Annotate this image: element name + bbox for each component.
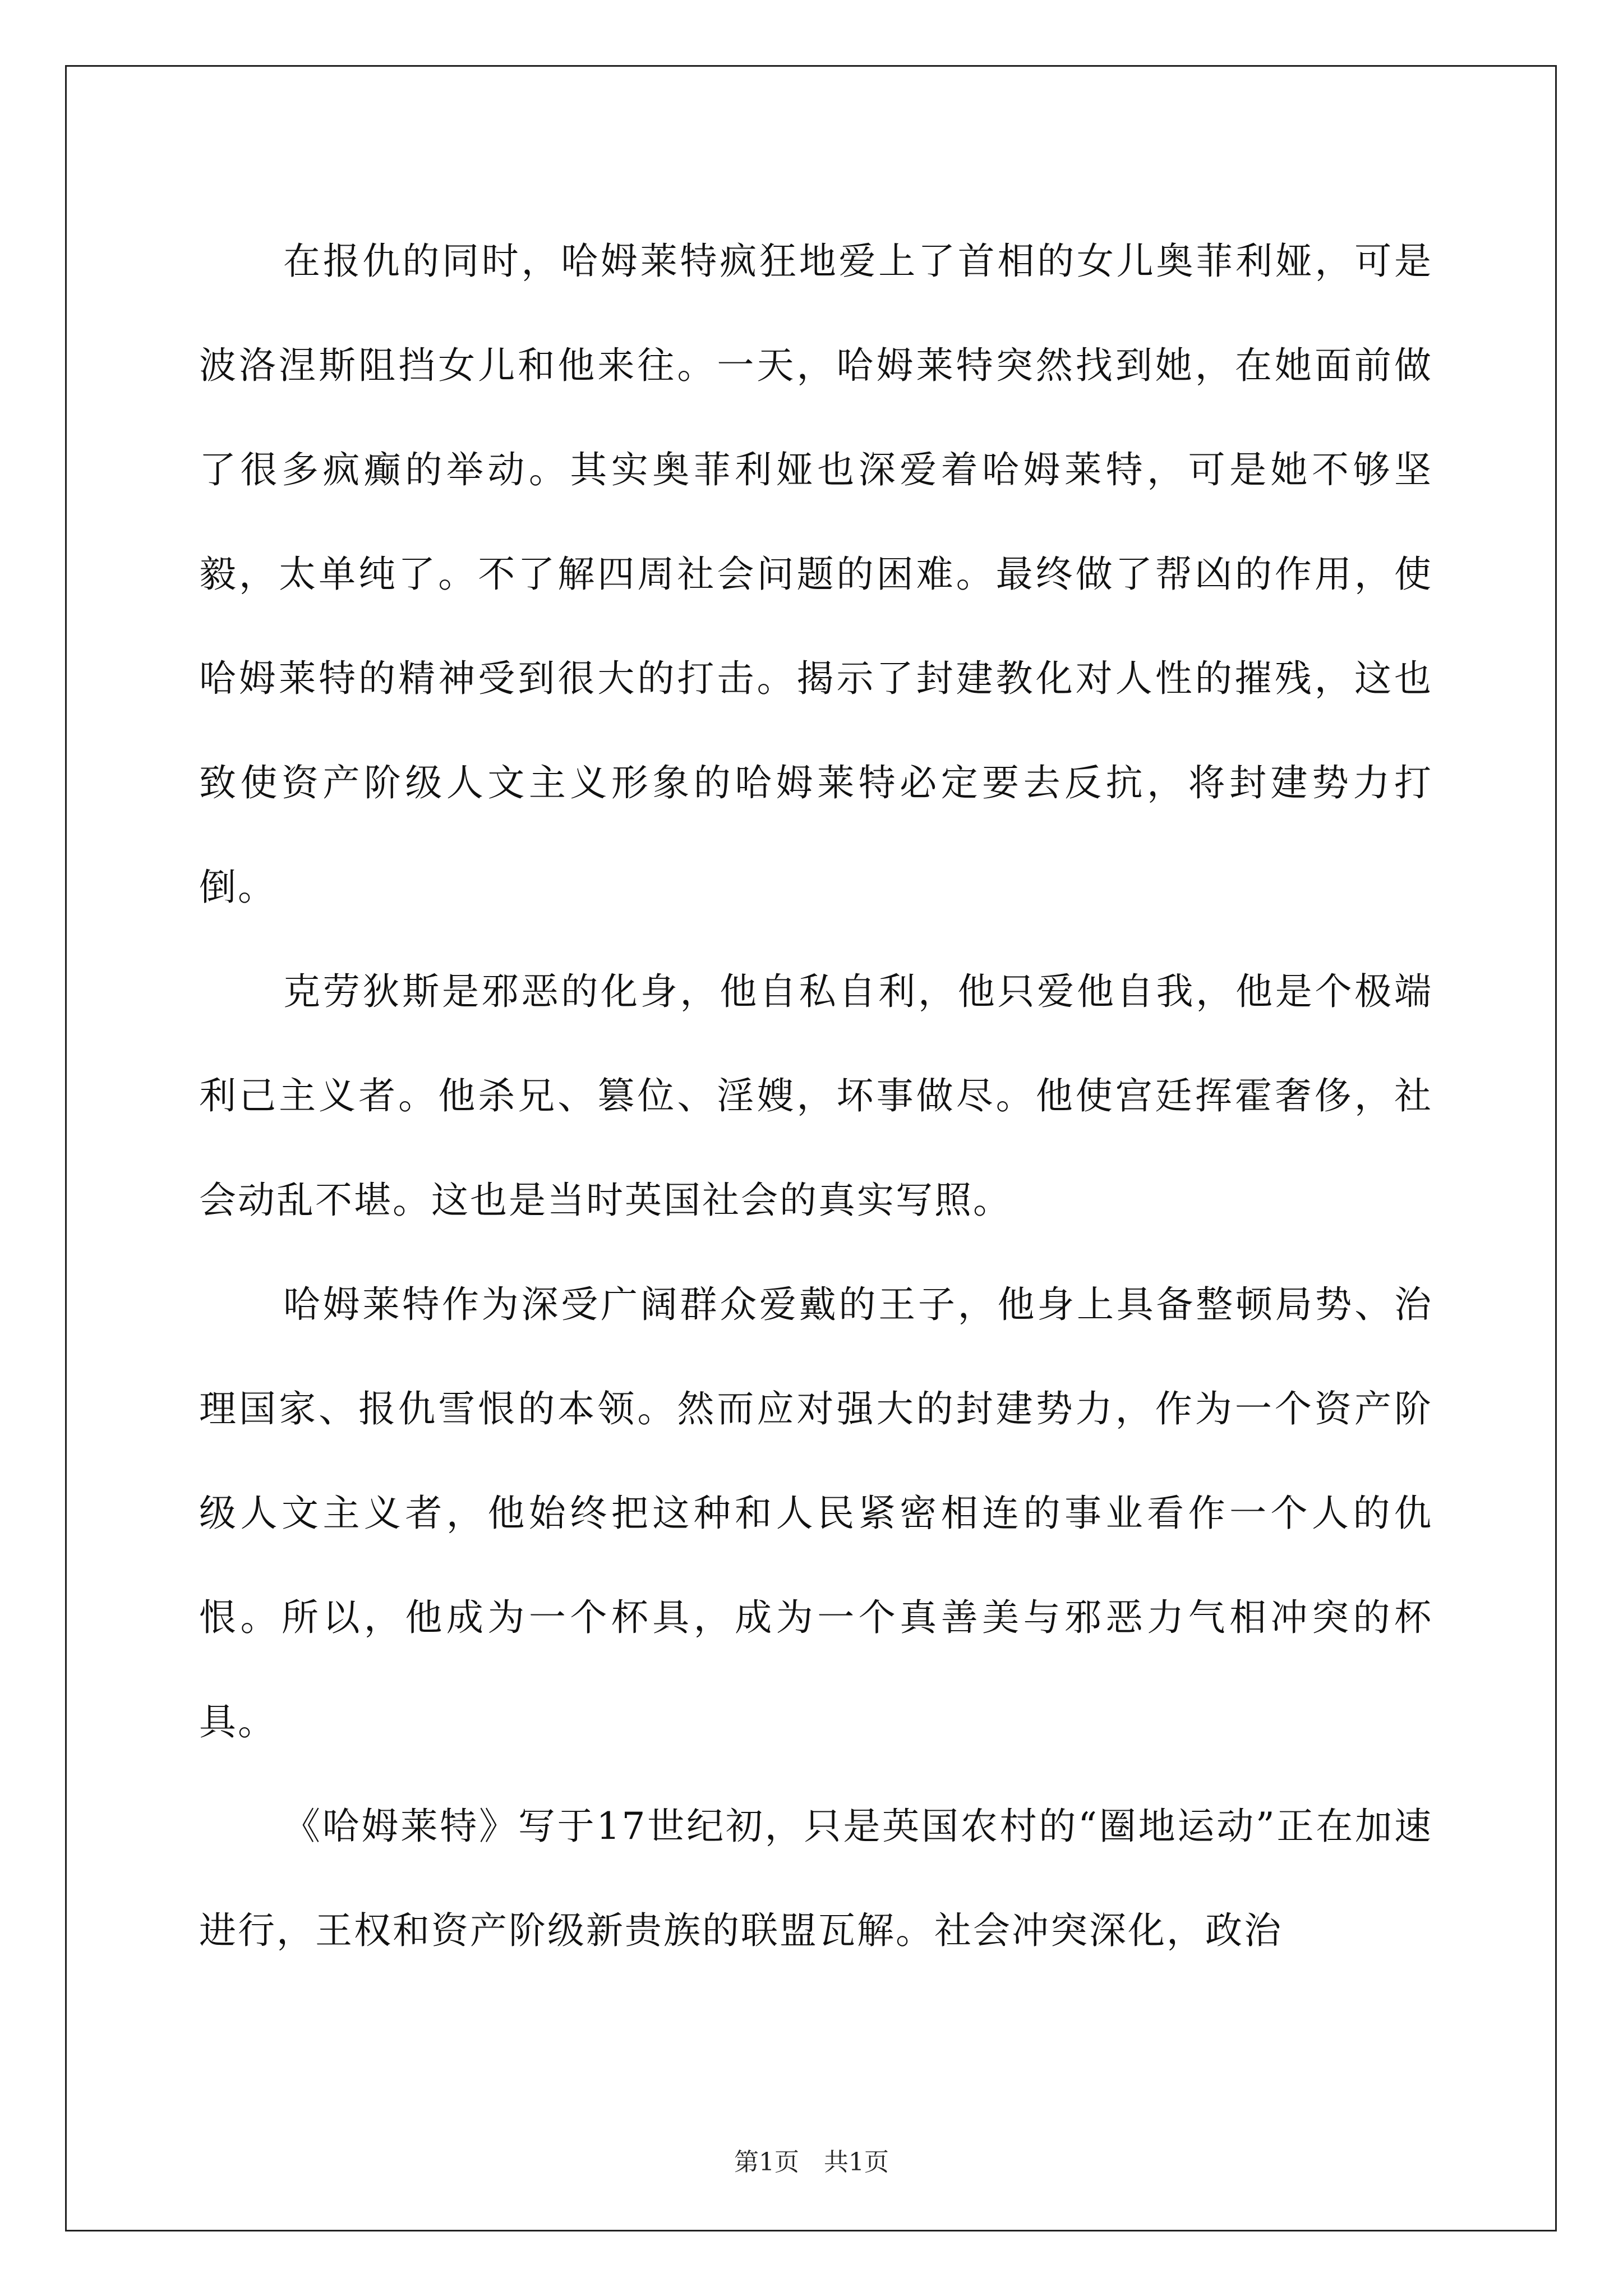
document-body [199,209,1433,1983]
page-footer: 第1页 共1页 [734,2148,889,2177]
paragraph-3: 哈姆莱特作为深受广阔群众爱戴的王子，他身上具备整顿局势、治理国家、报仇雪恨的本领。然而应对强大的封建势力，作为一个资产阶级人文主义者，他始终把这种和人民紧密相连的事业看作一个人的仇恨。所以，他成为一个杯具，成为一个真善美与邪恶力气相冲突的杯具。 [199,1283,1433,1743]
paragraph-2: 克劳狄斯是邪恶的化身，他自私自利，他只爱他自我，他是个极端利己主义者。他杀兄、篡位、淫嫂，坏事做尽。他使宫廷挥霍奢侈，社会动乱不堪。这也是当时英国社会的真实写照。 [199,970,1433,1222]
paragraph-1: 在报仇的同时，哈姆莱特疯狂地爱上了首相的女儿奥菲利娅，可是波洛涅斯阻挡女儿和他来往。一天，哈姆莱特突然找到她，在她面前做了很多疯癫的举动。其实奥菲利娅也深爱着哈姆莱特，可是她不够坚毅，太单纯了。不了解四周社会问题的困难。最终做了帮凶的作用，使哈姆莱特的精神受到很大的打击。揭示了封建教化对人性的摧残，这也致使资产阶级人文主义形象的哈姆莱特必定要去反抗，将封建势力打倒。 [199,240,1433,909]
paragraph-4: 《哈姆莱特》写于17世纪初，只是英国农村的“圈地运动”正在加速进行，王权和资产阶级新贵族的联盟瓦解。社会冲突深化，政治 [199,1805,1433,1952]
